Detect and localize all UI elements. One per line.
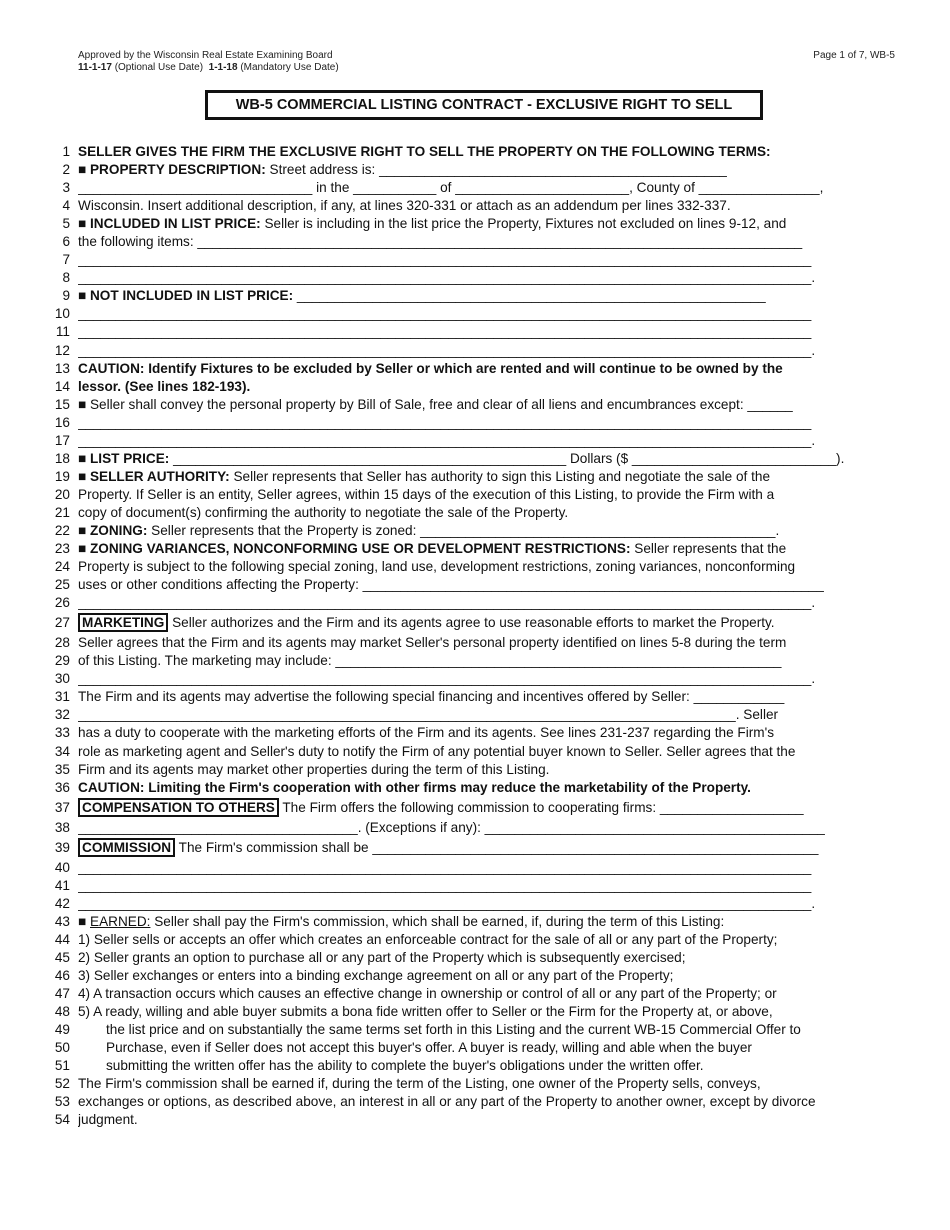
line-28: Seller agrees that the Firm and its agents may market Seller's personal property identified on lines 5-8 during the term — [78, 635, 787, 651]
line-14: lessor. (See lines 182-193). — [78, 378, 251, 394]
line-48: 5) A ready, willing and able buyer submits a bona fide written offer to Seller or the Firm for the Property at, or above, — [78, 1004, 773, 1020]
line-44: 1) Seller sells or accepts an offer which creates an enforceable contract for the sale of all or any part of the Property; — [78, 931, 778, 947]
line-5: ■ INCLUDED IN LIST PRICE: Seller is including in the list price the Property, Fixtures not excluded on lines 9-12, and — [78, 216, 787, 232]
line-40: _________________________________________________________________________________________________ — [78, 859, 812, 875]
line-38: _____________________________________. (Exceptions if any): _____________________________________________ — [78, 819, 825, 835]
line-54: judgment. — [78, 1112, 138, 1128]
document-title: WB-5 COMMERCIAL LISTING CONTRACT - EXCLUSIVE RIGHT TO SELL — [205, 90, 763, 120]
line-31: The Firm and its agents may advertise the following special financing and incentives offered by Seller: ____________ — [78, 689, 785, 705]
line-37: COMPENSATION TO OTHERS The Firm offers the following commission to cooperating firms: ___________________ — [78, 797, 902, 819]
line-39: COMMISSION The Firm's commission shall be ___________________________________________________________ — [78, 837, 902, 859]
line-26: _________________________________________________________________________________________________. — [78, 595, 816, 611]
line-17: _________________________________________________________________________________________________. — [78, 432, 816, 448]
mandatory-date: 1-1-18 — [208, 62, 238, 73]
commission-heading: COMMISSION — [78, 838, 175, 857]
line-23: ■ ZONING VARIANCES, NONCONFORMING USE OR DEVELOPMENT RESTRICTIONS: Seller represents that the — [78, 541, 787, 557]
line-32: _______________________________________________________________________________________. Seller — [78, 707, 779, 723]
contract-body: 1 SELLER GIVES THE FIRM THE EXCLUSIVE RIGHT TO SELL THE PROPERTY ON THE FOLLOWING TERMS: 2 ■ PROPERTY DESCRIPTION: Street address is: ______________________________________________ 3 _______________________________ in the ___________ of _______________________, County of ________________, 4 Wisconsin. Insert additional description, if any, at lines 320-331 or attach as an addendum per lines 332-337. 5 ■ INCLUDED IN LIST PRICE: Seller is including in the list price the Property, Fixtures not excluded on lines 9-12, and 6 the following items: ________________________________________________________________________________ 7 _________________________________________________________________________________________________ 8 _________________________________________________________________________________________________. 9 ■ NOT INCLUDED IN LIST PRICE: ______________________________________________________________ 10 _________________________________________________________________________________________________ 11 _________________________________________________________________________________________________ 12 _________________________________________________________________________________________________. 13 CAUTION: Identify Fixtures to be excluded by Seller or which are rented and will continue to be owned by the 14 lessor. (See lines 182-193). 15 ■ Seller shall convey the personal property by Bill of Sale, free and clear of all liens and encumbrances except: ______ 16 _________________________________________________________________________________________________ 17 _________________________________________________________________________________________________. 18 ■ LIST PRICE: ____________________________________________________ Dollars ($ ___________________________). 19 ■ SELLER AUTHORITY: Seller represents that Seller has authority to sign this Listing and negotiate the sale of the 20 Property. If Seller is an entity, Seller agrees, within 15 days of the execution of this Listing, to provide the Firm with a 21 copy of document(s) confirming the authority to negotiate the sale of the Property. 22 ■ ZONING: Seller represents that the Property is zoned: _______________________________________________. 23 ■ ZONING VARIANCES, NONCONFORMING USE OR DEVELOPMENT RESTRICTIONS: Seller represents that the 24 Property is subject to the following special zoning, land use, development restrictions, zoning variances, nonconforming 25 uses or other conditions affecting the Property: _____________________________________________________________ 26 _________________________________________________________________________________________________. 27 MARKETING Seller authorizes and the Firm and its agents agree to use reasonable efforts to market the Property. 28 Seller agrees that the Firm and its agents may market Seller's personal property identified on lines 5-8 during the term 29 of this Listing. The marketing may include: ___________________________________________________________ 30 _________________________________________________________________________________________________. 31 The Firm and its agents may advertise the following special financing and incentives offered by Seller: ____________ 32 _______________________________________________________________________________________. Seller 33 has a duty to cooperate with the marketing efforts of the Firm and its agents. See lines 231-237 regarding the Firm's 34 role as marketing agent and Seller's duty to notify the Firm of any potential buyer known to Seller. Seller agrees that the 35 Firm and its agents may market other properties during the term of this Listing. 36 CAUTION: Limiting the Firm's cooperation with other firms may reduce the marketability of the Property. 37 COMPENSATION TO OTHERS The Firm offers the following commission to cooperating firms: ___________________ 38 _____________________________________. (Exceptions if any): _____________________________________________ 39 COMMISSION The Firm's commission shall be ___________________________________________________________ 40 _________________________________________________________________________________________________ 41 _________________________________________________________________________________________________ 42 _________________________________________________________________________________________________. 43 ■ EARNED: Seller shall pay the Firm's commission, which shall be earned, if, during the term of this Listing: 44 1) Seller sells or accepts an offer which creates an enforceable contract for the sale of all or any part of the Property; 45 2) Seller grants an option to purchase all or any part of the Property which is subsequently exercised; 46 3) Seller exchanges or enters into a binding exchange agreement on all or any part of the Property; 47 4) A transaction occurs which causes an effective change in ownership or control of all or any part of the Property; or 48 5) A ready, willing and able buyer submits a bona fide written offer to Seller or the Firm for the Property at, or above, 49 the list price and on substantially the same terms set forth in this Listing and the current WB-15 Commercial Offer to 50 Purchase, even if Seller does not accept this buyer's offer. A buyer is ready, willing and able when the buyer 51 submitting the written offer has the ability to complete the buyer's obligations under the written offer. 52 The Firm's commission shall be earned if, during the term of the Listing, one owner of the Property sells, conveys, 53 exchanges or options, as described above, an interest in all or any part of the Property to another owner, except by divorce 54 judgment. — [0, 143, 950, 1129]
line-47: 4) A transaction occurs which causes an effective change in ownership or control of all or any part of the Property; or — [78, 986, 777, 1002]
line-52: The Firm's commission shall be earned if, during the term of the Listing, one owner of the Property sells, conveys, — [78, 1076, 761, 1092]
line-49: the list price and on substantially the same terms set forth in this Listing and the current WB-15 Commercial Offer to — [106, 1022, 801, 1038]
line-35: Firm and its agents may market other properties during the term of this Listing. — [78, 761, 550, 777]
line-21: copy of document(s) confirming the authority to negotiate the sale of the Property. — [78, 504, 569, 520]
marketing-heading: MARKETING — [78, 613, 168, 632]
line-34: role as marketing agent and Seller's duty to notify the Firm of any potential buyer known to Seller. Seller agrees that the — [78, 743, 796, 759]
mandatory-label: (Mandatory Use Date) — [237, 62, 339, 73]
line-8: _________________________________________________________________________________________________. — [78, 270, 816, 286]
optional-date: 11-1-17 — [78, 62, 112, 73]
use-dates — [78, 62, 339, 74]
line-42: _________________________________________________________________________________________________. — [78, 895, 816, 911]
line-1: SELLER GIVES THE FIRM THE EXCLUSIVE RIGHT TO SELL THE PROPERTY ON THE FOLLOWING TERMS: — [78, 144, 771, 159]
approval-text: Approved by the Wisconsin Real Estate Examining Board — [78, 50, 333, 61]
line-16: _________________________________________________________________________________________________ — [78, 414, 812, 430]
line-6: the following items: ________________________________________________________________________________ — [78, 234, 803, 250]
line-11: _________________________________________________________________________________________________ — [78, 324, 812, 340]
line-22: ■ ZONING: Seller represents that the Property is zoned: _______________________________________________. — [78, 522, 780, 538]
line-13: CAUTION: Identify Fixtures to be excluded by Seller or which are rented and will continue to be owned by the — [78, 360, 783, 376]
line-2: ■ PROPERTY DESCRIPTION: Street address is: ______________________________________________ — [78, 162, 727, 178]
line-25: uses or other conditions affecting the Property: _____________________________________________________________ — [78, 577, 824, 593]
line-43: ■ EARNED: Seller shall pay the Firm's commission, which shall be earned, if, during the term of this Listing: — [78, 913, 725, 929]
line-9: ■ NOT INCLUDED IN LIST PRICE: ______________________________________________________________ — [78, 288, 766, 304]
header-approval-block — [78, 50, 339, 74]
line-24: Property is subject to the following special zoning, land use, development restrictions, zoning variances, nonconforming — [78, 559, 796, 575]
compensation-heading: COMPENSATION TO OTHERS — [78, 798, 279, 817]
line-29: of this Listing. The marketing may include: ___________________________________________________________ — [78, 653, 782, 669]
line-27: MARKETING Seller authorizes and the Firm and its agents agree to use reasonable efforts to market the Property. — [78, 612, 902, 634]
earned-label: EARNED: — [90, 913, 151, 929]
line-41: _________________________________________________________________________________________________ — [78, 877, 812, 893]
line-33: has a duty to cooperate with the marketing efforts of the Firm and its agents. See lines 231-237 regarding the Firm's — [78, 725, 774, 741]
line-4: Wisconsin. Insert additional description, if any, at lines 320-331 or attach as an addendum per lines 332-337. — [78, 198, 731, 214]
line-20: Property. If Seller is an entity, Seller agrees, within 15 days of the execution of this Listing, to provide the Firm with a — [78, 486, 775, 502]
line-30: _________________________________________________________________________________________________. — [78, 671, 816, 687]
line-18: ■ LIST PRICE: ____________________________________________________ Dollars ($ ___________________________). — [78, 450, 845, 466]
line-19: ■ SELLER AUTHORITY: Seller represents that Seller has authority to sign this Listing and negotiate the sale of the — [78, 468, 771, 484]
line-46: 3) Seller exchanges or enters into a binding exchange agreement on all or any part of the Property; — [78, 967, 674, 983]
page-number: Page 1 of 7, WB-5 — [813, 50, 895, 61]
line-50: Purchase, even if Seller does not accept this buyer's offer. A buyer is ready, willing and able when the buyer — [106, 1040, 752, 1056]
line-45: 2) Seller grants an option to purchase all or any part of the Property which is subsequently exercised; — [78, 949, 686, 965]
line-36: CAUTION: Limiting the Firm's cooperation with other firms may reduce the marketability of the Property. — [78, 779, 751, 795]
line-3: _______________________________ in the ___________ of _______________________, County of ________________, — [78, 180, 824, 196]
optional-label: (Optional Use Date) — [111, 62, 204, 73]
line-12: _________________________________________________________________________________________________. — [78, 342, 816, 358]
line-7: _________________________________________________________________________________________________ — [78, 252, 812, 268]
line-10: _________________________________________________________________________________________________ — [78, 306, 812, 322]
line-15: ■ Seller shall convey the personal property by Bill of Sale, free and clear of all liens and encumbrances except: ______ — [78, 396, 793, 412]
line-51: submitting the written offer has the ability to complete the buyer's obligations under the written offer. — [106, 1058, 704, 1074]
line-53: exchanges or options, as described above, an interest in all or any part of the Property to another owner, except by divorce — [78, 1094, 816, 1110]
